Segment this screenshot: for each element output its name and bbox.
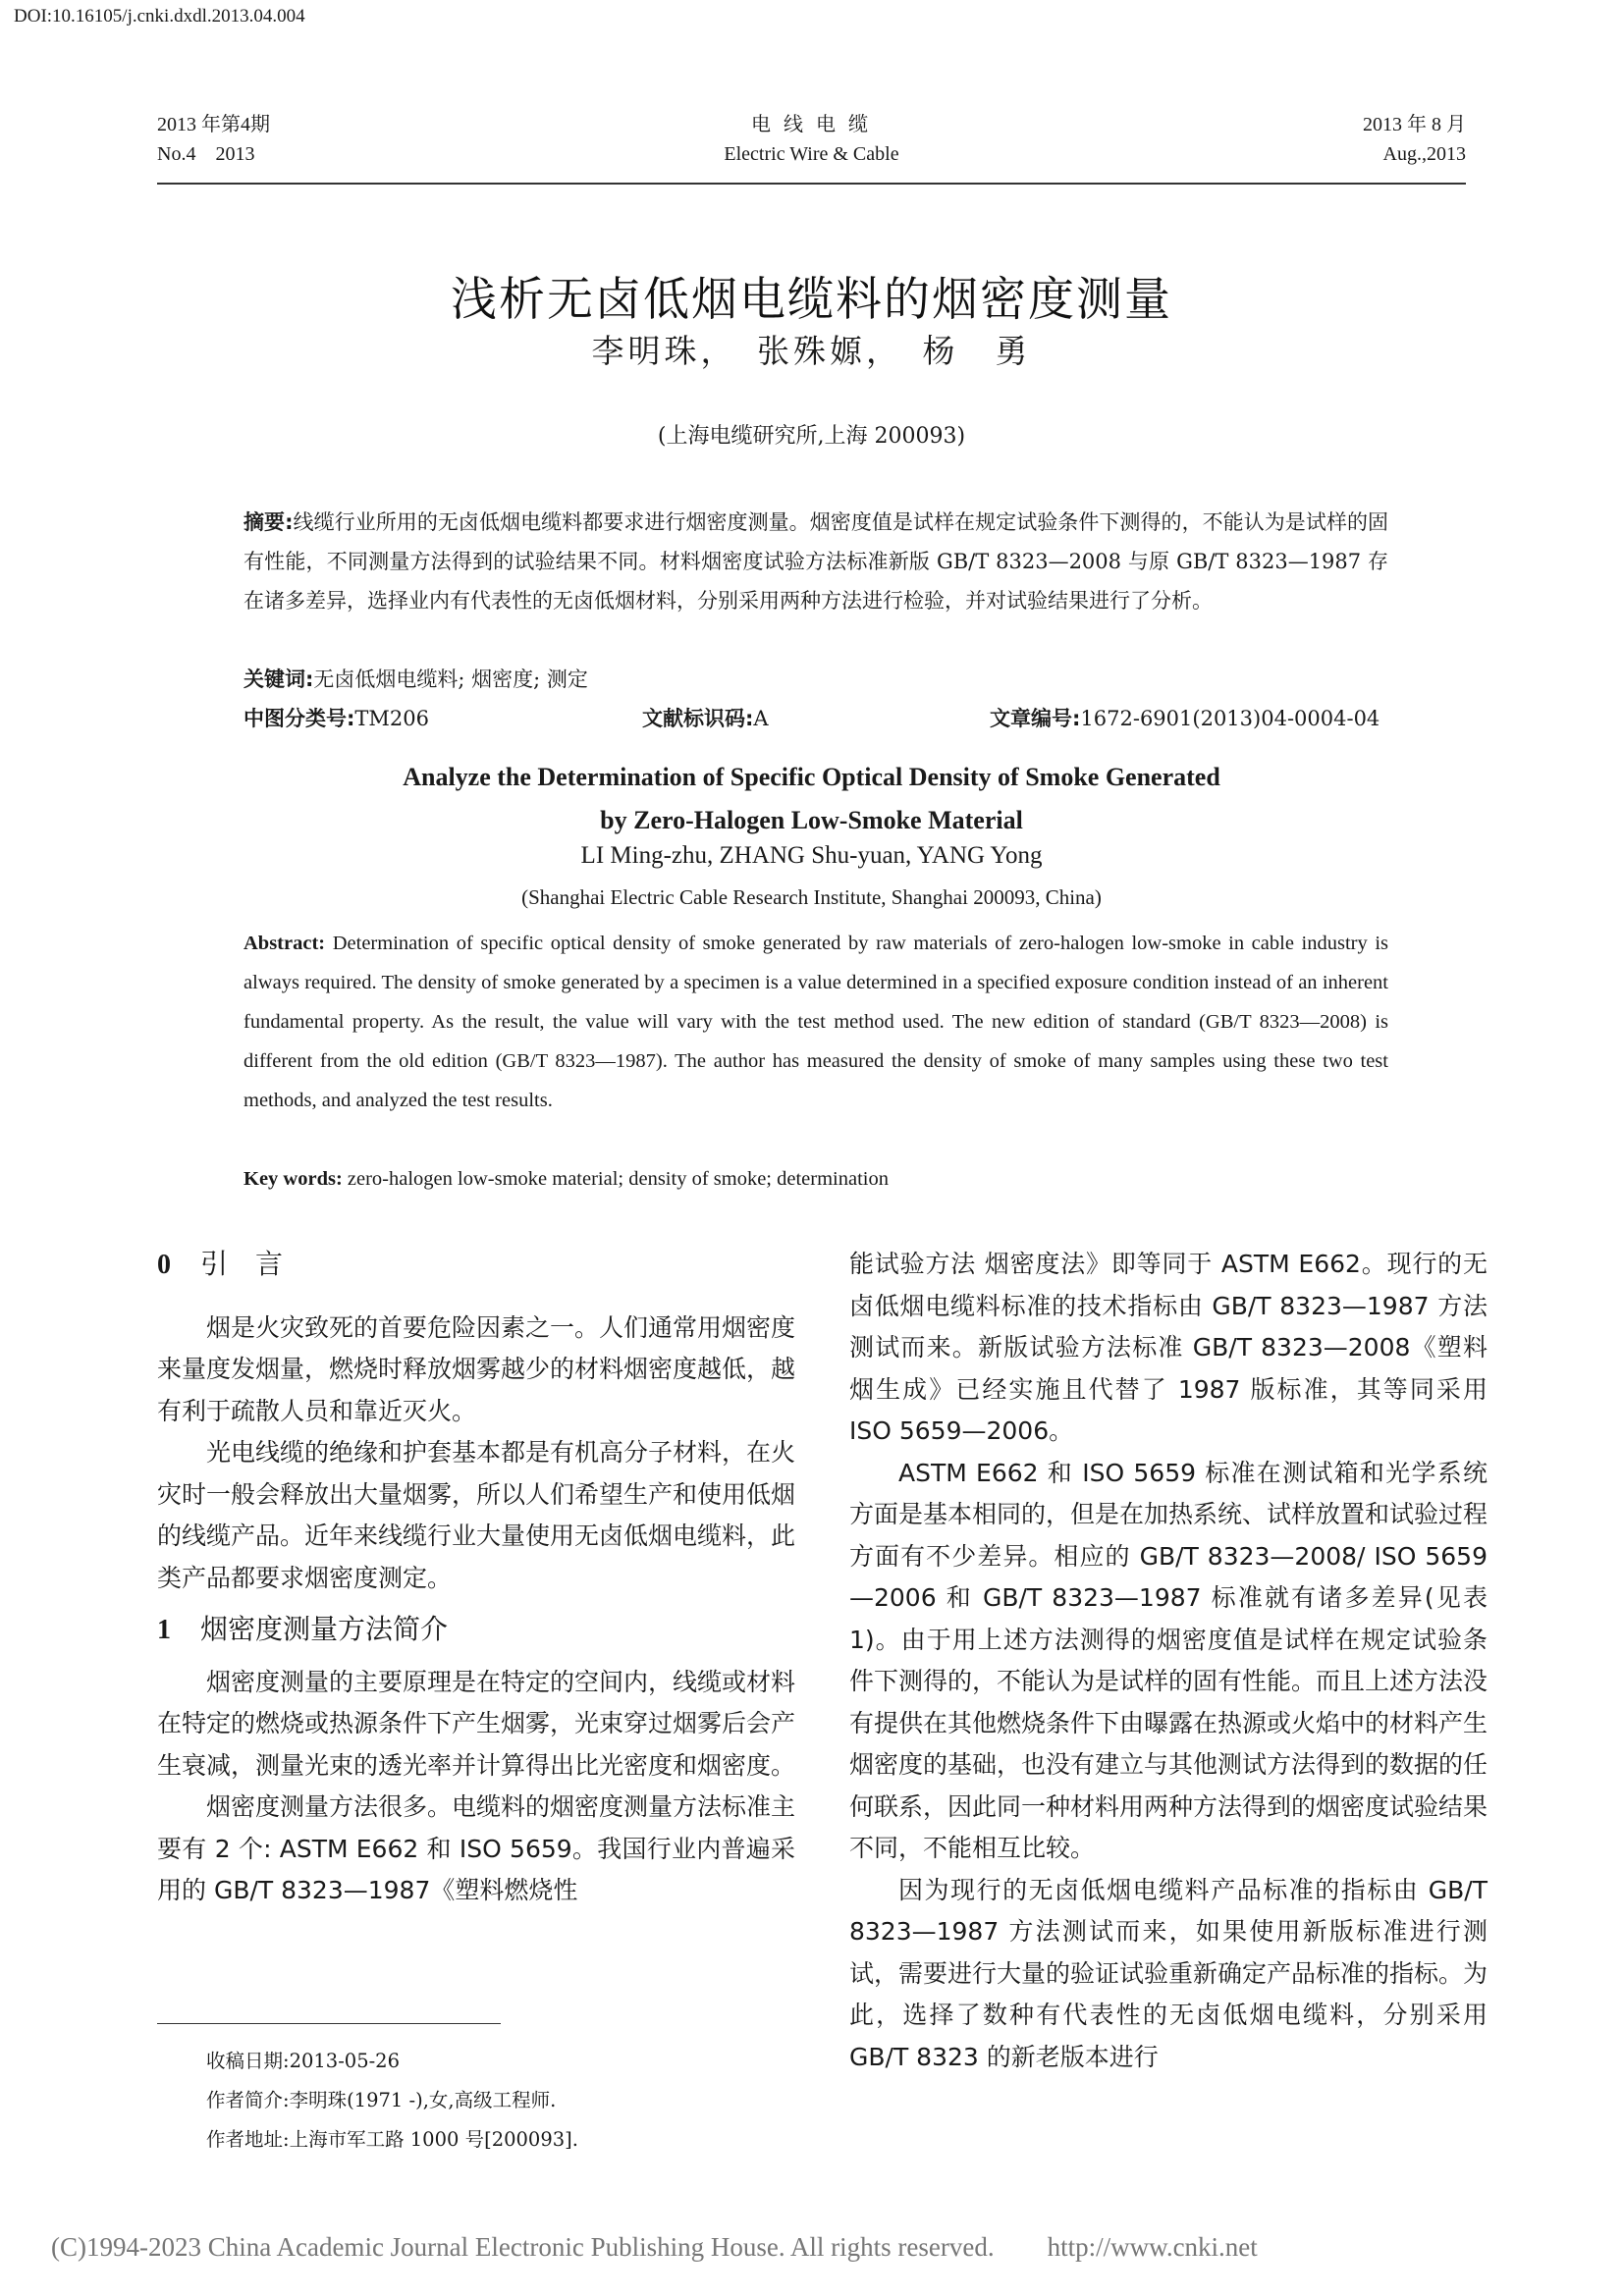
article-number bbox=[990, 699, 1380, 738]
paragraph: ASTM E662 和 ISO 5659 标准在测试箱和光学系统方面是基本相同的，但是在加热系统、试样放置和试验过程方面有不少差异。相应的 GB/T 8323—2008/ ISO 5659—2006 和 GB/T 8323—1987 标准就有诸多差异(见表 1)。由于用上述方法测得的烟密度值是试样在规定试验条件下测得的，不能认为是试样的固有性能。而且上述方法没有提供在其他燃烧条件下由曝露在热源或火焰中的材料产生烟密度的基础，也没有建立与其他测试方法得到的数据的任何联系，因此同一种材料用两种方法得到的烟密度试验结果不同，不能相互比较。 bbox=[849, 1458, 1488, 1862]
keywords-en-label: Key words: bbox=[243, 1168, 343, 1190]
abstract-en bbox=[243, 924, 1388, 1120]
paragraph: 因为现行的无卤低烟电缆料产品标准的指标由 GB/T 8323—1987 方法测试而来，如果使用新版标准进行测试，需要进行大量的验证试验重新确定产品标准的指标。为此，选择了数种有代表性的无卤低烟电缆料，分别采用 GB/T 8323 的新老版本进行 bbox=[849, 1875, 1488, 2071]
journal-name-cn: 电 线 电 缆 bbox=[751, 114, 872, 135]
date-info bbox=[1363, 110, 1466, 169]
abstract-en-label: Abstract: bbox=[243, 933, 326, 954]
issue-en: No.4 2013 bbox=[157, 143, 255, 165]
received-date: 收稿日期:2013-05-26 bbox=[206, 2050, 400, 2072]
keywords-cn-text: 无卤低烟电缆料; 烟密度; 测定 bbox=[313, 667, 588, 691]
paragraph: 烟是火灾致死的首要危险因素之一。人们通常用烟密度来量度发烟量，燃烧时释放烟雾越少的材料烟密度越低，越有利于疏散人员和靠近灭火。 bbox=[157, 1312, 796, 1425]
section-0-number: 0 bbox=[157, 1250, 171, 1280]
date-cn: 2013 年 8 月 bbox=[1363, 114, 1466, 135]
header-rule bbox=[157, 183, 1466, 185]
keywords-en bbox=[243, 1159, 889, 1199]
keywords-cn-label: 关键词: bbox=[243, 667, 314, 691]
doc-code bbox=[642, 699, 769, 738]
paragraph: 光电线缆的绝缘和护套基本都是有机高分子材料，在火灾时一般会释放出大量烟雾，所以人们希望生产和使用低烟的线缆产品。近年来线缆行业大量使用无卤低烟电缆料，此类产品都要求烟密度测定。 bbox=[157, 1438, 796, 1592]
english-authors: LI Ming-zhu, ZHANG Shu-yuan, YANG Yong bbox=[580, 842, 1043, 869]
journal-name bbox=[157, 110, 1466, 169]
abstract-cn-label: 摘要: bbox=[243, 510, 294, 534]
section-0-title: 引 言 bbox=[200, 1248, 284, 1280]
english-title bbox=[0, 756, 1623, 842]
paragraph: 烟密度测量方法很多。电缆料的烟密度测量方法标准主要有 2 个: ASTM E662 和 ISO 5659。我国行业内普遍采用的 GB/T 8323—1987《塑料燃烧性 bbox=[157, 1792, 796, 1904]
section-1-title: 烟密度测量方法简介 bbox=[200, 1613, 449, 1645]
doc-label: 文献标识码: bbox=[642, 707, 754, 730]
date-en: Aug.,2013 bbox=[1382, 143, 1466, 165]
clc-value: TM206 bbox=[354, 707, 429, 730]
issue-cn: 2013 年第4期 bbox=[157, 114, 270, 135]
paper-title: 浅析无卤低烟电缆料的烟密度测量 bbox=[451, 273, 1172, 327]
section-0-heading bbox=[157, 1244, 795, 1287]
author-bio: 作者简介:李明珠(1971 -),女,高级工程师. bbox=[206, 2089, 557, 2111]
english-title-line1: Analyze the Determination of Specific Optical Density of Smoke Generated bbox=[403, 763, 1220, 791]
journal-header bbox=[157, 110, 1466, 188]
footnote bbox=[206, 2042, 578, 2160]
paragraph: 烟密度测量的主要原理是在特定的空间内，线缆或材料在特定的燃烧或热源条件下产生烟雾，光束穿过烟雾后会产生衰减，测量光束的透光率并计算得出比光密度和烟密度。 bbox=[157, 1667, 796, 1780]
clc-code bbox=[243, 699, 429, 738]
body-right-column bbox=[849, 1244, 1488, 2078]
art-label: 文章编号: bbox=[990, 707, 1081, 730]
doi-line: DOI:10.16105/j.cnki.dxdl.2013.04.004 bbox=[14, 6, 305, 27]
keywords-en-text: zero-halogen low-smoke material; density of smoke; determination bbox=[342, 1168, 889, 1190]
journal-name-en: Electric Wire & Cable bbox=[724, 143, 899, 165]
body-left-column bbox=[157, 1244, 795, 1912]
keywords-cn bbox=[243, 660, 588, 699]
english-title-line2: by Zero-Halogen Low-Smoke Material bbox=[600, 806, 1023, 834]
section-1-number: 1 bbox=[157, 1615, 171, 1645]
copyright-line: (C)1994-2023 China Academic Journal Electronic Publishing House. All rights reserved. http://www.cnki.net bbox=[51, 2232, 1258, 2262]
doc-value: A bbox=[753, 707, 769, 730]
paragraph: 能试验方法 烟密度法》即等同于 ASTM E662。现行的无卤低烟电缆料标准的技术指标由 GB/T 8323—1987 方法测试而来。新版试验方法标准 GB/T 8323—2008《塑料 烟生成》已经实施且代替了 1987 版标准，其等同采用 ISO 5659—2006。 bbox=[849, 1250, 1488, 1445]
affiliation: (上海电缆研究所,上海 200093) bbox=[657, 424, 966, 449]
abstract-cn bbox=[243, 503, 1388, 620]
english-affiliation: (Shanghai Electric Cable Research Institute, Shanghai 200093, China) bbox=[521, 885, 1102, 909]
footnote-rule bbox=[157, 2023, 501, 2024]
section-1-heading bbox=[157, 1609, 795, 1652]
classification-row bbox=[243, 699, 1388, 738]
art-value: 1672-6901(2013)04-0004-04 bbox=[1080, 707, 1380, 730]
abstract-en-text: Determination of specific optical density of smoke generated by raw materials of zero-halogen low-smoke in cable industry is always required. The density of smoke generated by a specimen is a value determined in a specified exposure condition instead of an inherent fundamental property. As the result, the value will vary with the test method used. The new edition of standard (GB/T 8323—2008) is different from the old edition (GB/T 8323—1987). The author has measured the density of smoke of many samples using these two test methods, and analyzed the test results. bbox=[243, 933, 1388, 1111]
clc-label: 中图分类号: bbox=[243, 707, 355, 730]
abstract-cn-text: 线缆行业所用的无卤低烟电缆料都要求进行烟密度测量。烟密度值是试样在规定试验条件下测得的，不能认为是试样的固有性能，不同测量方法得到的试验结果不同。材料烟密度试验方法标准新版 GB/T 8323—2008 与原 GB/T 8323—1987 存在诸多差异，选择业内有代表性的无卤低烟材料，分别采用两种方法进行检验，并对试验结果进行了分析。 bbox=[243, 510, 1388, 613]
authors: 李明珠， 张殊嫄， 杨 勇 bbox=[591, 332, 1032, 370]
author-address: 作者地址:上海市军工路 1000 号[200093]. bbox=[206, 2128, 578, 2151]
